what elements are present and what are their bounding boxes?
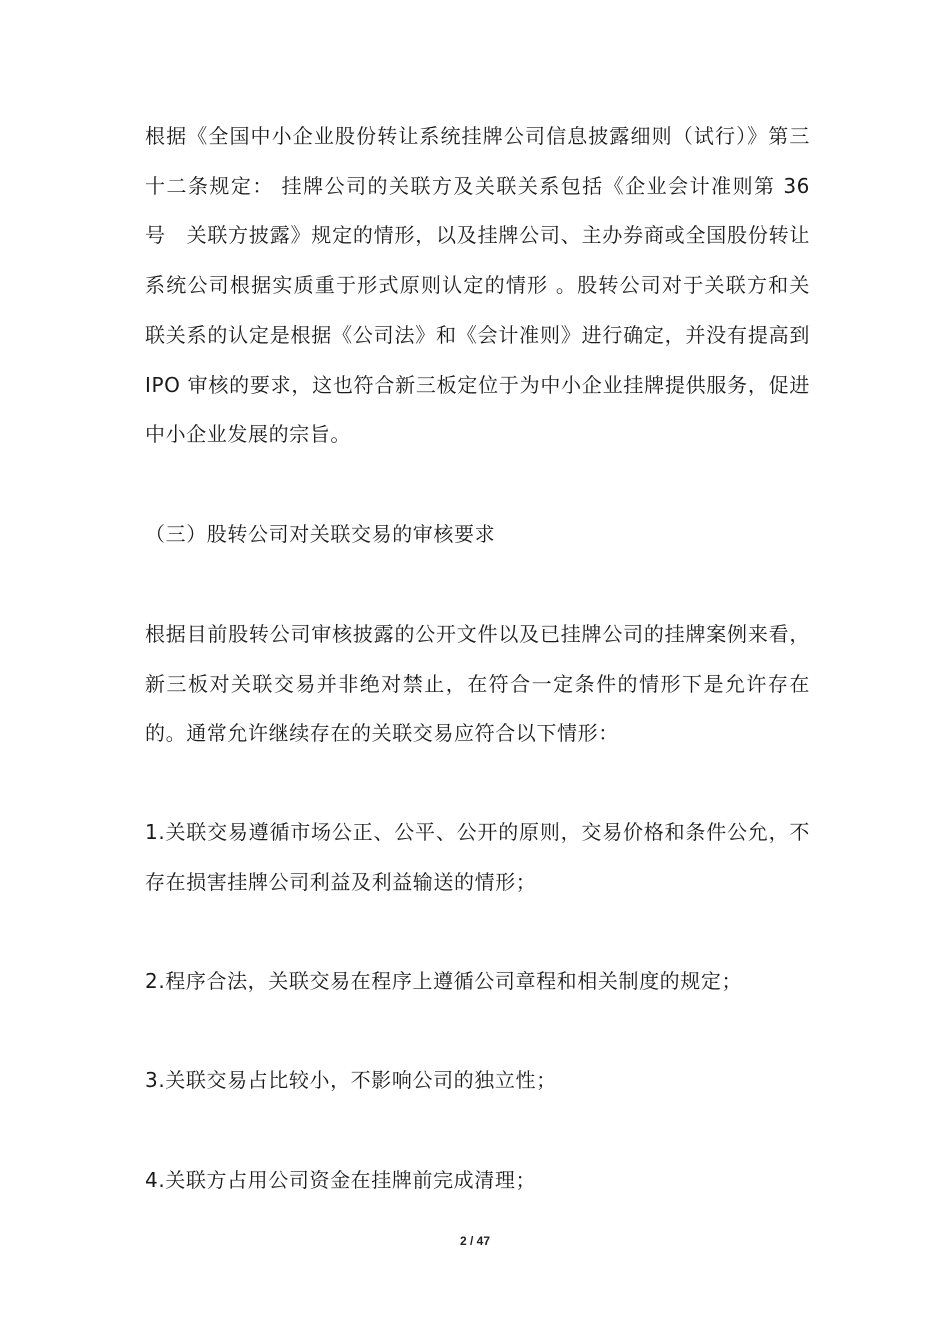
list-item-2: 2.程序合法，关联交易在程序上遵循公司章程和相关制度的规定； bbox=[145, 969, 743, 993]
list-item-1: 1.关联交易遵循市场公正、公平、公开的原则，交易价格和条件公允，不存在损害挂牌公司利益及利益输送的情形； bbox=[145, 820, 810, 894]
list-item-4: 4.关联方占用公司资金在挂牌前完成清理； bbox=[145, 1168, 537, 1192]
list-item-3: 3.关联交易占比较小，不影响公司的独立性； bbox=[145, 1068, 557, 1092]
page-number: 2 / 47 bbox=[459, 1234, 491, 1248]
paragraph-related-party-rules: 根据《全国中小企业股份转让系统挂牌公司信息披露细则（试行）》第三十二条规定： 挂牌公司的关联方及关联关系包括《企业会计准则第 36 号 关联方披露》规定的情形，以及挂牌公司、主办券商或全国股份转让系统公司根据实质重于形式原则认定的情形 。股转公司对于关联方和关联关系的认定是根据《公司法》和《会计准则》进行确定，并没有提高到 IPO 审核的要求，这也符合新三板定位于为中小企业挂牌提供服务，促进中小企业发展的宗旨。 bbox=[145, 124, 810, 447]
paragraph-audit-requirements: 根据目前股转公司审核披露的公开文件以及已挂牌公司的挂牌案例来看，新三板对关联交易并非绝对禁止，在符合一定条件的情形下是允许存在的。通常允许继续存在的关联交易应符合以下情形： bbox=[145, 622, 810, 746]
section-heading: （三）股转公司对关联交易的审核要求 bbox=[145, 522, 496, 546]
